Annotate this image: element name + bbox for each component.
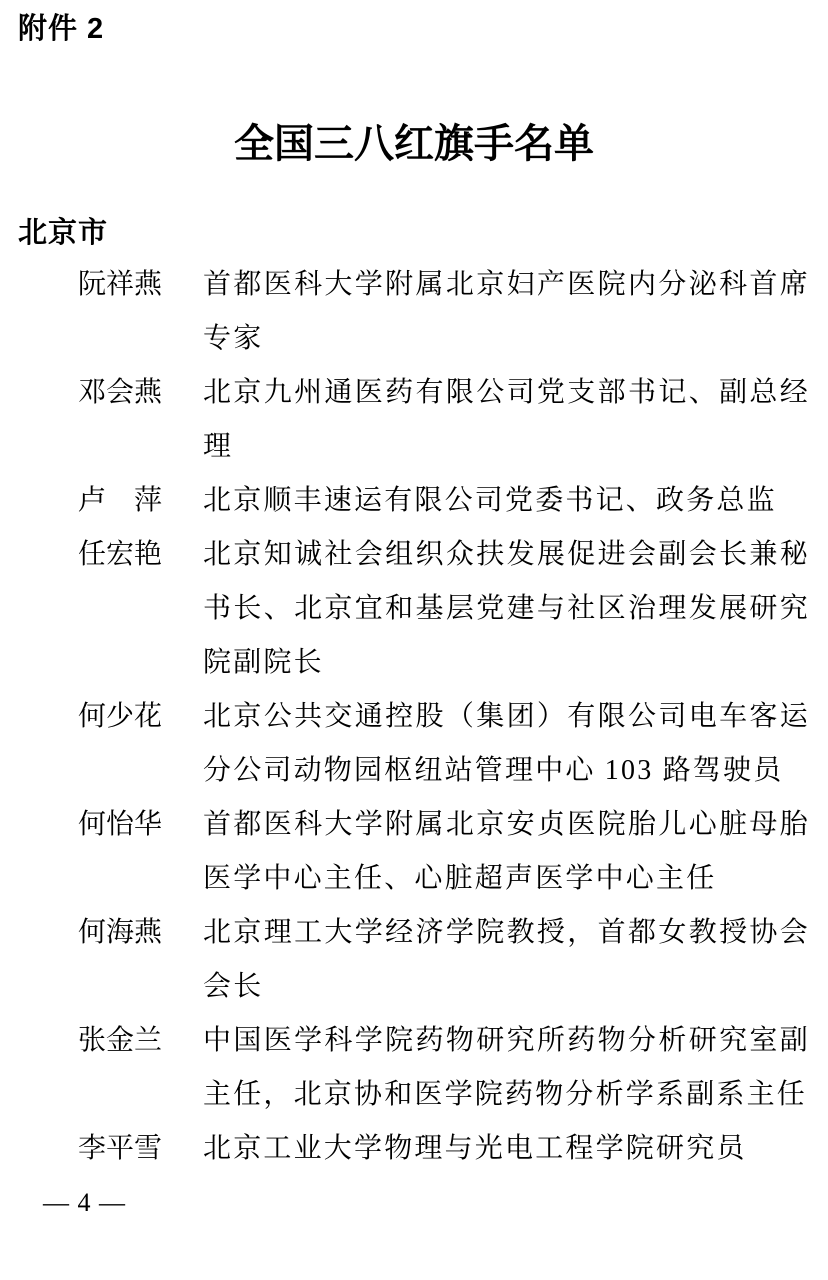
awardee-name: 邓会燕 xyxy=(78,377,163,408)
list-item xyxy=(78,366,810,474)
attachment-label: 附件 2 xyxy=(18,13,105,45)
list-item xyxy=(78,258,810,366)
awardee-position: 北京工业大学物理与光电工程学院研究员 xyxy=(203,1133,747,1164)
awardee-name: 李平雪 xyxy=(78,1133,163,1164)
awardee-position: 首都医科大学附属北京安贞医院胎儿心脏母胎医学中心主任、心脏超声医学中心主任 xyxy=(203,809,810,894)
awardee-position: 中国医学科学院药物研究所药物分析研究室副主任，北京协和医学院药物分析学系副系主任 xyxy=(203,1025,810,1110)
list-item xyxy=(78,528,810,690)
list-item xyxy=(78,798,810,906)
page-title: 全国三八红旗手名单 xyxy=(234,121,594,166)
awardee-list xyxy=(78,258,810,1176)
awardee-position: 首都医科大学附属北京妇产医院内分泌科首席专家 xyxy=(203,269,810,354)
awardee-name: 任宏艳 xyxy=(78,539,163,570)
list-item xyxy=(78,474,810,528)
list-item xyxy=(78,690,810,798)
awardee-position: 北京知诚社会组织众扶发展促进会副会长兼秘书长、北京宜和基层党建与社区治理发展研究院副院长 xyxy=(203,539,810,678)
list-item xyxy=(78,1014,810,1122)
awardee-position: 北京九州通医药有限公司党支部书记、副总经理 xyxy=(203,377,810,462)
list-item xyxy=(78,1122,810,1176)
list-item xyxy=(78,906,810,1014)
page-number: — 4 — xyxy=(43,1188,126,1217)
awardee-name: 何少花 xyxy=(78,701,163,732)
awardee-name: 何怡华 xyxy=(78,809,163,840)
awardee-name: 何海燕 xyxy=(78,917,163,948)
section-heading-beijing: 北京市 xyxy=(18,217,109,249)
awardee-position: 北京理工大学经济学院教授，首都女教授协会会长 xyxy=(203,917,810,1002)
awardee-position: 北京公共交通控股（集团）有限公司电车客运分公司动物园枢纽站管理中心 103 路驾驶员 xyxy=(203,701,810,786)
awardee-position: 北京顺丰速运有限公司党委书记、政务总监 xyxy=(203,485,777,516)
awardee-name: 卢萍 xyxy=(78,485,162,516)
awardee-name: 张金兰 xyxy=(78,1025,163,1056)
awardee-name: 阮祥燕 xyxy=(78,269,163,300)
